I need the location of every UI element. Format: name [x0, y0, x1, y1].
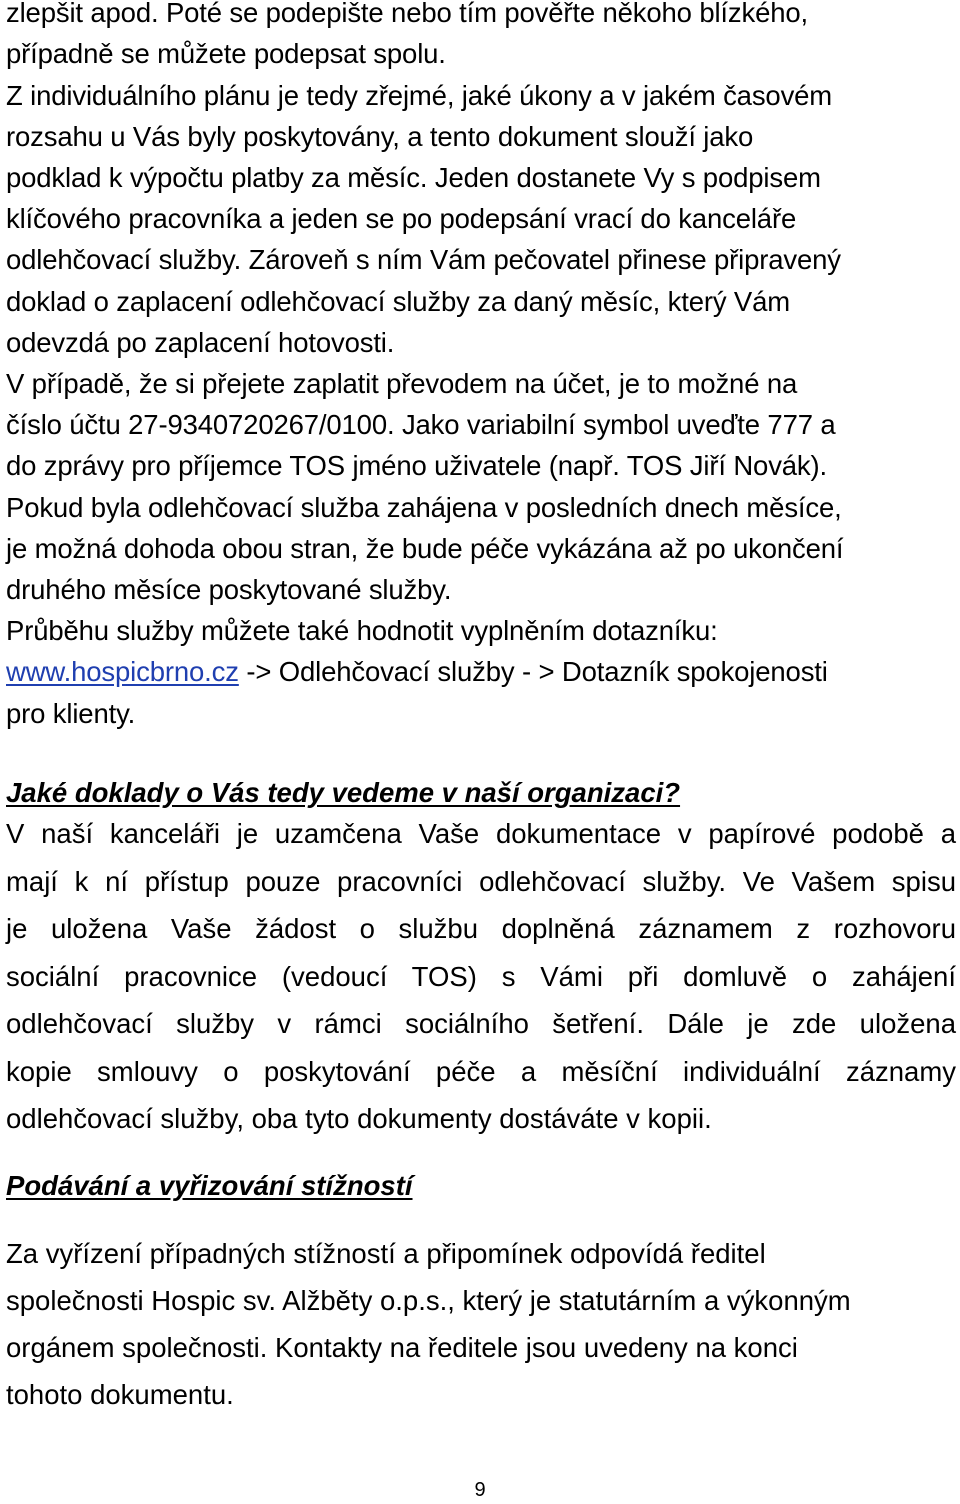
text-line: společnosti Hospic sv. Alžběty o.p.s., který je statutárním a výkonným	[6, 1285, 851, 1316]
text-line: Pokud byla odlehčovací služba zahájena v posledních dnech měsíce,	[6, 492, 842, 523]
text-line: mají k ní přístup pouze pracovníci odlehčovací služby. Ve Vašem spisu	[6, 866, 956, 897]
text-line: odevzdá po zaplacení hotovosti.	[6, 327, 395, 358]
text-line: klíčového pracovníka a jeden se po podepsání vrací do kanceláře	[6, 203, 797, 234]
text-line: zlepšit apod. Poté se podepište nebo tím pověřte někoho blízkého,	[6, 0, 809, 28]
text-line: odlehčovací služby, oba tyto dokumenty dostáváte v kopii.	[6, 1103, 712, 1134]
text-line: Z individuálního plánu je tedy zřejmé, jaké úkony a v jakém časovém	[6, 80, 833, 111]
section-heading: Jaké doklady o Vás tedy vedeme v naší organizaci?	[6, 777, 681, 808]
text-line: pro klienty.	[6, 698, 136, 729]
text-line: kopie smlouvy o poskytování péče a měsíční individuální záznamy	[6, 1056, 956, 1087]
text-line: je možná dohoda obou stran, že bude péče vykázána až po ukončení	[6, 533, 844, 564]
text-line: Průběhu služby můžete také hodnotit vyplněním dotazníku:	[6, 615, 718, 646]
text-line: rozsahu u Vás byly poskytovány, a tento dokument slouží jako	[6, 121, 754, 152]
text-line: odlehčovací služby. Zároveň s ním Vám pečovatel přinese připravený	[6, 244, 841, 275]
text-line: doklad o zaplacení odlehčovací služby za daný měsíc, který Vám	[6, 286, 791, 317]
text-line: do zprávy pro příjemce TOS jméno uživatele (např. TOS Jiří Novák).	[6, 450, 828, 481]
text-line: číslo účtu 27-9340720267/0100. Jako variabilní symbol uveďte 777 a	[6, 409, 836, 440]
text-line: tohoto dokumentu.	[6, 1379, 234, 1410]
text-line: druhého měsíce poskytované služby.	[6, 574, 452, 605]
text-line: V případě, že si přejete zaplatit převodem na účet, je to možné na	[6, 368, 798, 399]
text-line: případně se můžete podepsat spolu.	[6, 38, 446, 69]
text-line: podklad k výpočtu platby za měsíc. Jeden dostanete Vy s podpisem	[6, 162, 821, 193]
hospic-website-link[interactable]: www.hospicbrno.cz	[6, 656, 239, 687]
text-line	[6, 655, 828, 689]
text-line: odlehčovací služby v rámci sociálního šetření. Dále je zde uložena	[6, 1008, 956, 1039]
link-suffix-text: -> Odlehčovací služby - > Dotazník spokojenosti	[238, 656, 828, 687]
text-line: orgánem společnosti. Kontakty na ředitele jsou uvedeny na konci	[6, 1332, 798, 1363]
text-line: sociální pracovnice (vedoucí TOS) s Vámi při domluvě o zahájení	[6, 961, 956, 992]
text-line: je uložena Vaše žádost o službu doplněná záznamem z rozhovoru	[6, 913, 956, 944]
document-page	[6, 0, 956, 1504]
text-line: V naší kanceláři je uzamčena Vaše dokumentace v papírové podobě a	[6, 818, 956, 849]
section-heading: Podávání a vyřizování stížností	[6, 1170, 413, 1201]
page-number: 9	[474, 1479, 486, 1501]
text-line: Za vyřízení případných stížností a připomínek odpovídá ředitel	[6, 1238, 766, 1269]
